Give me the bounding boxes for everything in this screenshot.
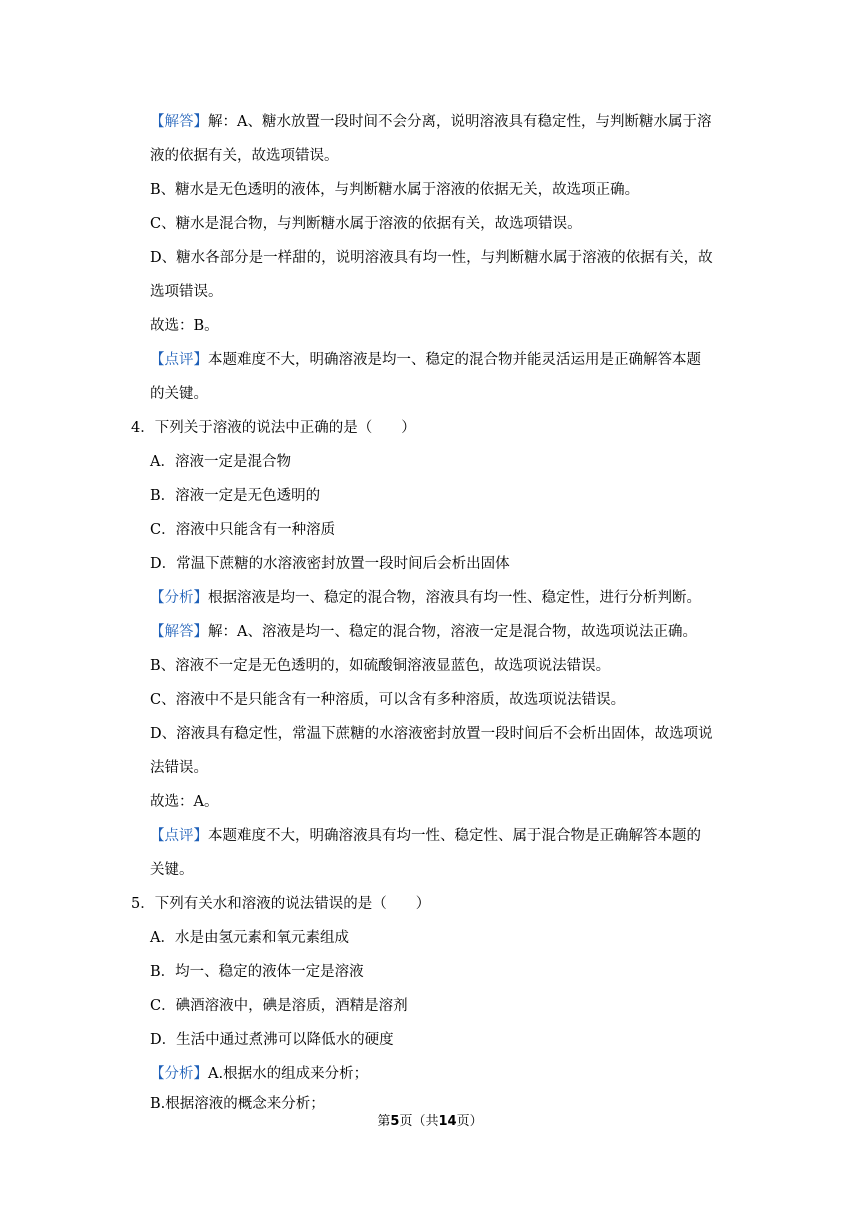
solution-q3-line-3: B、糖水是无色透明的液体，与判断糖水属于溶液的依据无关，故选项正确。 <box>150 182 640 198</box>
page-number: 5 <box>390 1114 400 1129</box>
answer-q4: 故选：A。 <box>150 794 219 810</box>
page-footer: 第5页（共14页） <box>377 1114 483 1129</box>
solution-q4-line-4: D、溶液具有稳定性，常温下蔗糖的水溶液密封放置一段时间后不会析出固体，故选项说 <box>150 726 713 742</box>
answer-tag: 【解答】 <box>150 624 208 640</box>
solution-q3-line-2: 液的依据有关，故选项错误。 <box>150 148 339 164</box>
analysis-tag: 【分析】 <box>150 1066 208 1082</box>
solution-q4-line-5: 法错误。 <box>150 760 208 776</box>
question-4: 4．下列关于溶液的说法中正确的是（ ） <box>131 420 416 436</box>
solution-q3-line-5: D、糖水各部分是一样甜的，说明溶液具有均一性，与判断糖水属于溶液的依据有关，故 <box>150 250 713 266</box>
analysis-tag: 【分析】 <box>150 590 208 606</box>
q4-option-a: A．溶液一定是混合物 <box>150 454 291 470</box>
solution-q3-line-4: C、糖水是混合物，与判断糖水属于溶液的依据有关，故选项错误。 <box>150 216 582 232</box>
analysis-q5-line-2: B.根据溶液的概念来分析； <box>150 1096 325 1112</box>
comment-q3-line-2: 的关键。 <box>150 386 208 402</box>
comment-q4-line-2: 关键。 <box>150 862 194 878</box>
solution-q3-line-1: 【解答】解：A、糖水放置一段时间不会分离，说明溶液具有稳定性，与判断糖水属于溶 <box>150 114 712 130</box>
comment-tag: 【点评】 <box>150 352 208 368</box>
comment-q3-line-1: 【点评】本题难度不大，明确溶液是均一、稳定的混合物并能灵活运用是正确解答本题 <box>150 352 701 368</box>
q5-option-a: A．水是由氢元素和氧元素组成 <box>150 930 349 946</box>
answer-q3: 故选：B。 <box>150 318 219 334</box>
q5-option-b: B．均一、稳定的液体一定是溶液 <box>150 964 364 980</box>
total-pages: 14 <box>438 1114 457 1129</box>
solution-q4-line-2: B、溶液不一定是无色透明的，如硫酸铜溶液显蓝色，故选项说法错误。 <box>150 658 611 674</box>
q4-option-d: D．常温下蔗糖的水溶液密封放置一段时间后会析出固体 <box>150 556 510 572</box>
comment-q4-line-1: 【点评】本题难度不大，明确溶液具有均一性、稳定性、属于混合物是正确解答本题的 <box>150 828 701 844</box>
question-5: 5．下列有关水和溶液的说法错误的是（ ） <box>131 896 431 912</box>
q5-option-d: D．生活中通过煮沸可以降低水的硬度 <box>150 1032 394 1048</box>
solution-q3-line-6: 选项错误。 <box>150 284 223 300</box>
analysis-q5-line-1: 【分析】A.根据水的组成来分析； <box>150 1066 369 1082</box>
solution-q4-line-1: 【解答】解：A、溶液是均一、稳定的混合物，溶液一定是混合物，故选项说法正确。 <box>150 624 697 640</box>
solution-q4-line-3: C、溶液中不是只能含有一种溶质，可以含有多种溶质，故选项说法错误。 <box>150 692 626 708</box>
analysis-q4: 【分析】根据溶液是均一、稳定的混合物，溶液具有均一性、稳定性，进行分析判断。 <box>150 590 701 606</box>
comment-tag: 【点评】 <box>150 828 208 844</box>
q4-option-b: B．溶液一定是无色透明的 <box>150 488 321 504</box>
q5-option-c: C．碘酒溶液中，碘是溶质，酒精是溶剂 <box>150 998 408 1014</box>
q4-option-c: C．溶液中只能含有一种溶质 <box>150 522 336 538</box>
answer-tag: 【解答】 <box>150 114 208 130</box>
